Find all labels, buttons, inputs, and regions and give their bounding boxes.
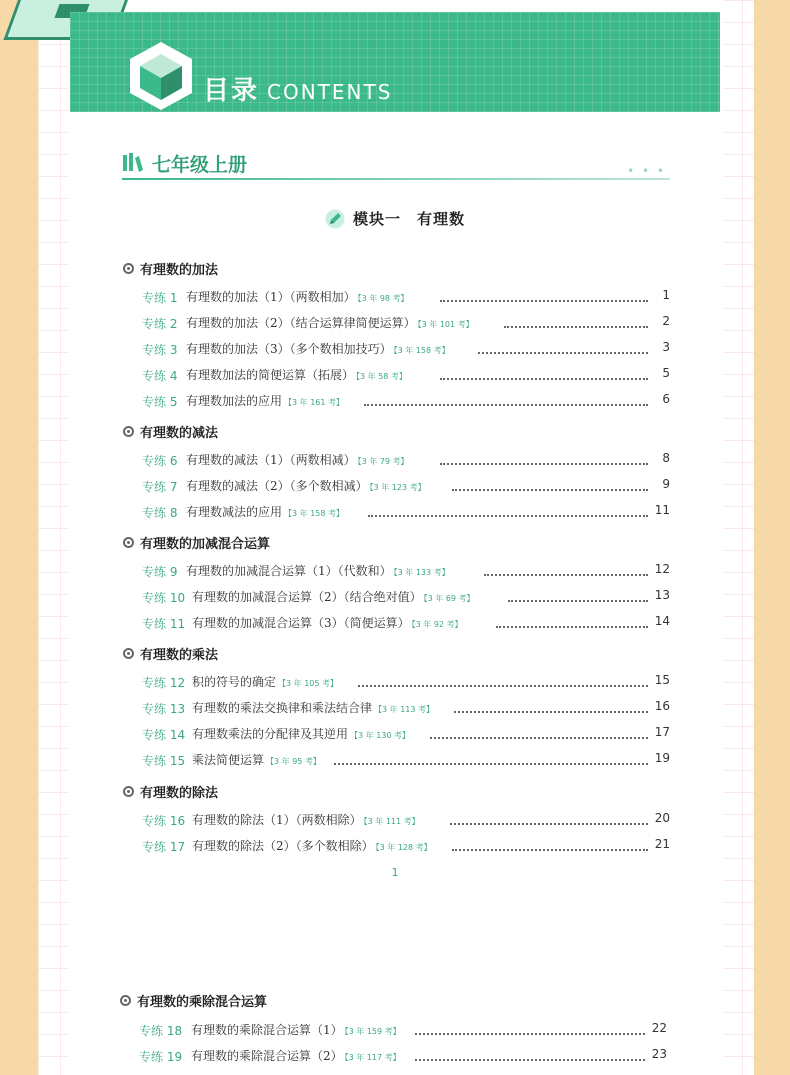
entry-title: 有理数的除法（2）（多个数相除） 【3 年 128 考】 (192, 839, 432, 853)
entry-leader-dots (478, 340, 648, 354)
entry-code: 专练 6 (142, 454, 178, 468)
entry-title: 有理数加法的简便运算（拓展） 【3 年 58 考】 (186, 368, 407, 382)
cube-logo-icon (128, 40, 194, 112)
toc-entry[interactable] (142, 613, 670, 633)
entry-page: 3 (662, 340, 670, 354)
entry-code: 专练 17 (142, 840, 186, 854)
entry-page: 6 (662, 392, 670, 406)
entry-title: 有理数的加法（2）（结合运算律简便运算） 【3 年 101 考】 (186, 316, 474, 330)
entry-source: 【3 年 69 考】 (423, 594, 475, 603)
entry-leader-dots (484, 562, 648, 576)
entry-source: 【3 年 161 考】 (284, 398, 345, 407)
section-heading (123, 644, 218, 663)
entry-page: 12 (654, 562, 670, 576)
entry-source: 【3 年 95 考】 (266, 757, 321, 766)
section-title: 有理数的乘除混合运算 (137, 995, 268, 1010)
entry-title: 有理数加法的应用 【3 年 161 考】 (186, 394, 345, 408)
toc-entry[interactable] (142, 339, 670, 359)
entry-leader-dots (508, 588, 648, 602)
entry-title: 乘法简便运算 【3 年 95 考】 (192, 753, 321, 767)
module-heading (0, 208, 790, 233)
entry-title: 有理数的加减混合运算（1）（代数和） 【3 年 133 考】 (186, 564, 450, 578)
entry-page: 5 (662, 366, 670, 380)
toc-entry[interactable] (139, 1046, 667, 1066)
entry-leader-dots (358, 673, 648, 687)
contents-title-en: CONTENTS (267, 80, 393, 104)
entry-leader-dots (454, 699, 648, 713)
section-title: 有理数的乘法 (140, 648, 219, 663)
toc-entry[interactable] (142, 724, 670, 744)
entry-source: 【3 年 123 考】 (369, 483, 426, 492)
entry-source: 【3 年 105 考】 (278, 679, 339, 688)
entry-code: 专练 13 (142, 702, 186, 716)
entry-code: 专练 18 (139, 1024, 183, 1038)
entry-source: 【3 年 92 考】 (411, 620, 463, 629)
toc-entry[interactable] (142, 365, 670, 385)
contents-title-cn: 目录 (203, 76, 260, 106)
toc-entry[interactable] (142, 587, 670, 607)
section-title: 有理数的加法 (140, 263, 219, 278)
entry-page: 20 (654, 811, 670, 825)
grade-heading (122, 150, 670, 184)
entry-leader-dots (504, 314, 648, 328)
bullet-icon (123, 786, 134, 797)
entry-title: 有理数的乘除混合运算（2） 【3 年 117 考】 (191, 1049, 401, 1063)
entry-code: 专练 11 (142, 617, 186, 631)
entry-page: 19 (654, 751, 670, 765)
entry-page: 17 (654, 725, 670, 739)
toc-entry[interactable] (142, 750, 670, 770)
entry-leader-dots (452, 477, 648, 491)
entry-code: 专练 1 (142, 291, 178, 305)
entry-page: 11 (654, 503, 670, 517)
toc-entry[interactable] (142, 672, 670, 692)
section-heading (123, 533, 270, 552)
entry-title: 有理数乘法的分配律及其逆用 【3 年 130 考】 (192, 727, 411, 741)
entry-source: 【3 年 128 考】 (375, 843, 432, 852)
entry-title: 有理数的加减混合运算（2）（结合绝对值） 【3 年 69 考】 (192, 590, 475, 604)
toc-entry[interactable] (142, 836, 670, 856)
entry-source: 【3 年 158 考】 (284, 509, 345, 518)
toc-entry[interactable] (142, 810, 670, 830)
entry-title: 积的符号的确定 【3 年 105 考】 (192, 675, 339, 689)
entry-code: 专练 3 (142, 343, 178, 357)
pencil-icon (325, 209, 345, 229)
entry-title: 有理数的加法（3）（多个数相加技巧） 【3 年 158 考】 (186, 342, 450, 356)
entry-source: 【3 年 98 考】 (357, 294, 409, 303)
entry-source: 【3 年 117 考】 (344, 1053, 401, 1062)
entry-source: 【3 年 133 考】 (393, 568, 450, 577)
entry-page: 16 (654, 699, 670, 713)
entry-page: 22 (651, 1021, 667, 1035)
entry-title: 有理数的减法（1）（两数相减） 【3 年 79 考】 (186, 453, 409, 467)
toc-entry[interactable] (139, 1020, 667, 1040)
entry-code: 专练 15 (142, 754, 186, 768)
entry-source: 【3 年 111 考】 (363, 817, 420, 826)
toc-entry[interactable] (142, 476, 670, 496)
module-title: 模块一 有理数 (352, 210, 465, 228)
toc-entry[interactable] (142, 561, 670, 581)
entry-page: 21 (654, 837, 670, 851)
entry-title: 有理数的除法（1）（两数相除） 【3 年 111 考】 (192, 813, 420, 827)
entry-leader-dots (368, 503, 648, 517)
entry-code: 专练 14 (142, 728, 186, 742)
entry-code: 专练 9 (142, 565, 178, 579)
toc-entry[interactable] (142, 450, 670, 470)
section-title: 有理数的除法 (140, 786, 219, 801)
entry-page: 23 (651, 1047, 667, 1061)
entry-source: 【3 年 130 考】 (350, 731, 411, 740)
entry-title: 有理数的减法（2）（多个数相减） 【3 年 123 考】 (186, 479, 426, 493)
entry-code: 专练 12 (142, 676, 186, 690)
bullet-icon (123, 537, 134, 548)
entry-leader-dots (415, 1047, 645, 1061)
entry-page: 14 (654, 614, 670, 628)
toc-entry[interactable] (142, 698, 670, 718)
entry-leader-dots (452, 837, 648, 851)
contents-banner (70, 12, 720, 112)
contents-title (203, 70, 392, 107)
entry-page: 8 (662, 451, 670, 465)
entry-leader-dots (415, 1021, 645, 1035)
entry-code: 专练 7 (142, 480, 178, 494)
section-heading (123, 422, 218, 441)
entry-page: 1 (662, 288, 670, 302)
entry-source: 【3 年 159 考】 (344, 1027, 401, 1036)
bullet-icon (123, 648, 134, 659)
toc-entry[interactable] (142, 287, 670, 307)
toc-entry[interactable] (142, 391, 670, 411)
section-heading (123, 259, 218, 278)
entry-title: 有理数的加法（1）（两数相加） 【3 年 98 考】 (186, 290, 409, 304)
entry-code: 专练 4 (142, 369, 178, 383)
grade-underline (122, 178, 670, 180)
entry-code: 专练 10 (142, 591, 186, 605)
entry-title: 有理数的乘法交换律和乘法结合律 【3 年 113 考】 (192, 701, 435, 715)
section-heading (120, 991, 267, 1010)
entry-leader-dots (334, 751, 648, 765)
entry-page: 9 (662, 477, 670, 491)
entry-code: 专练 16 (142, 814, 186, 828)
entry-source: 【3 年 58 考】 (356, 372, 407, 381)
grade-title: 七年级上册 (152, 154, 248, 176)
entry-title: 有理数减法的应用 【3 年 158 考】 (186, 505, 345, 519)
toc-entry[interactable] (142, 313, 670, 333)
page-number: 1 (391, 866, 399, 879)
entry-code: 专练 8 (142, 506, 178, 520)
entry-code: 专练 5 (142, 395, 178, 409)
bullet-icon (120, 995, 131, 1006)
entry-page: 15 (654, 673, 670, 687)
entry-code: 专练 19 (139, 1050, 183, 1064)
bullet-icon (123, 263, 134, 274)
entry-code: 专练 2 (142, 317, 178, 331)
bullet-icon (123, 426, 134, 437)
grade-dots: • • • (627, 164, 666, 178)
entry-leader-dots (440, 451, 648, 465)
entry-leader-dots (440, 288, 648, 302)
section-title: 有理数的减法 (140, 426, 219, 441)
entry-leader-dots (450, 811, 648, 825)
entry-leader-dots (496, 614, 648, 628)
entry-leader-dots (440, 366, 648, 380)
entry-title: 有理数的加减混合运算（3）（简便运算） 【3 年 92 考】 (192, 616, 463, 630)
section-title: 有理数的加减混合运算 (140, 537, 271, 552)
section-heading (123, 782, 218, 801)
entry-source: 【3 年 101 考】 (417, 320, 474, 329)
entry-leader-dots (364, 392, 648, 406)
entry-leader-dots (430, 725, 648, 739)
entry-source: 【3 年 113 考】 (374, 705, 435, 714)
toc-entry[interactable] (142, 502, 670, 522)
entry-page: 13 (654, 588, 670, 602)
entry-source: 【3 年 158 考】 (393, 346, 450, 355)
entry-source: 【3 年 79 考】 (357, 457, 409, 466)
books-icon (122, 152, 144, 172)
entry-page: 2 (662, 314, 670, 328)
entry-title: 有理数的乘除混合运算（1） 【3 年 159 考】 (191, 1023, 401, 1037)
